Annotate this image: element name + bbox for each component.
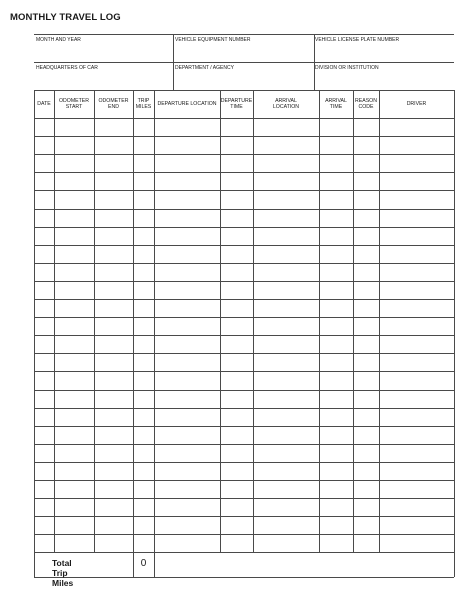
log-cell-arrival-location[interactable] <box>254 210 319 227</box>
log-cell-trip-miles[interactable] <box>134 499 154 516</box>
log-cell-departure-location[interactable] <box>155 391 220 408</box>
log-cell-trip-miles[interactable] <box>134 427 154 444</box>
log-cell-reason-code[interactable] <box>354 445 379 462</box>
header-divider-1 <box>173 34 174 90</box>
log-cell-departure-location[interactable] <box>155 191 220 208</box>
log-cell-driver[interactable] <box>380 409 454 426</box>
log-cell-driver[interactable] <box>380 300 454 317</box>
log-cell-departure-time[interactable] <box>221 228 253 245</box>
log-cell-date[interactable] <box>35 210 54 227</box>
log-cell-departure-location[interactable] <box>155 228 220 245</box>
log-cell-odometer-start[interactable] <box>55 155 94 172</box>
log-cell-arrival-time[interactable] <box>320 137 353 154</box>
log-cell-driver[interactable] <box>380 173 454 190</box>
log-cell-trip-miles[interactable] <box>134 228 154 245</box>
column-header-line: REASON <box>355 97 377 104</box>
log-cell-odometer-start[interactable] <box>55 173 94 190</box>
log-cell-trip-miles[interactable] <box>134 409 154 426</box>
log-cell-arrival-location[interactable] <box>254 499 319 516</box>
log-cell-odometer-start[interactable] <box>55 409 94 426</box>
log-cell-arrival-location[interactable] <box>254 336 319 353</box>
column-header-line: ARRIVAL <box>275 97 297 104</box>
log-cell-odometer-start[interactable] <box>55 228 94 245</box>
log-cell-trip-miles[interactable] <box>134 481 154 498</box>
log-cell-reason-code[interactable] <box>354 409 379 426</box>
log-cell-departure-time[interactable] <box>221 318 253 335</box>
log-cell-date[interactable] <box>35 119 54 136</box>
log-cell-departure-location[interactable] <box>155 300 220 317</box>
log-cell-driver[interactable] <box>380 155 454 172</box>
column-header-line: TIME <box>329 104 343 110</box>
log-cell-departure-location[interactable] <box>155 445 220 462</box>
log-cell-odometer-end[interactable] <box>95 517 133 534</box>
log-cell-odometer-start[interactable] <box>55 210 94 227</box>
log-cell-arrival-time[interactable] <box>320 372 353 389</box>
log-cell-reason-code[interactable] <box>354 300 379 317</box>
log-cell-date[interactable] <box>35 517 54 534</box>
log-cell-reason-code[interactable] <box>354 210 379 227</box>
column-header-line: ARRIVAL <box>325 97 347 104</box>
log-cell-arrival-location[interactable] <box>254 463 319 480</box>
log-cell-arrival-location[interactable] <box>254 191 319 208</box>
log-cell-departure-time[interactable] <box>221 119 253 136</box>
log-cell-departure-time[interactable] <box>221 155 253 172</box>
log-cell-driver[interactable] <box>380 427 454 444</box>
column-header-line: ODOMETER <box>59 97 89 104</box>
column-header-driver <box>379 94 454 114</box>
log-cell-departure-location[interactable] <box>155 481 220 498</box>
log-cell-arrival-time[interactable] <box>320 409 353 426</box>
log-cell-driver[interactable] <box>380 499 454 516</box>
log-cell-arrival-time[interactable] <box>320 499 353 516</box>
log-cell-departure-location[interactable] <box>155 155 220 172</box>
log-cell-odometer-start[interactable] <box>55 517 94 534</box>
log-cell-arrival-location[interactable] <box>254 445 319 462</box>
log-cell-odometer-end[interactable] <box>95 354 133 371</box>
log-cell-driver[interactable] <box>380 463 454 480</box>
department-agency-field[interactable]: DEPARTMENT / AGENCY <box>175 65 234 71</box>
totals-left-border <box>34 552 35 577</box>
month-year-field[interactable]: MONTH AND YEAR <box>36 37 81 43</box>
header-fields <box>34 34 454 90</box>
log-cell-driver[interactable] <box>380 336 454 353</box>
log-cell-driver[interactable] <box>380 481 454 498</box>
column-header-line: TIME <box>230 104 243 110</box>
log-cell-arrival-time[interactable] <box>320 155 353 172</box>
log-cell-odometer-end[interactable] <box>95 282 133 299</box>
log-cell-odometer-start[interactable] <box>55 481 94 498</box>
log-cell-arrival-location[interactable] <box>254 282 319 299</box>
log-cell-date[interactable] <box>35 137 54 154</box>
log-cell-reason-code[interactable] <box>354 246 379 263</box>
log-cell-arrival-location[interactable] <box>254 391 319 408</box>
log-cell-trip-miles[interactable] <box>134 535 154 552</box>
page-title: MONTHLY TRAVEL LOG <box>10 12 121 23</box>
log-cell-arrival-time[interactable] <box>320 535 353 552</box>
log-cell-departure-time[interactable] <box>221 173 253 190</box>
column-header-line: END <box>108 104 119 110</box>
column-header-line: ODOMETER <box>98 97 129 104</box>
totals-divider-2 <box>154 552 155 577</box>
column-header-line: DATE <box>37 100 51 107</box>
log-cell-driver[interactable] <box>380 246 454 263</box>
log-cell-trip-miles[interactable] <box>134 137 154 154</box>
log-cell-date[interactable] <box>35 391 54 408</box>
totals-right-border <box>454 552 455 577</box>
log-cell-trip-miles[interactable] <box>134 282 154 299</box>
log-cell-arrival-location[interactable] <box>254 427 319 444</box>
log-cell-odometer-end[interactable] <box>95 427 133 444</box>
column-header-departure-time <box>220 94 253 114</box>
log-cell-driver[interactable] <box>380 535 454 552</box>
log-cell-departure-location[interactable] <box>155 210 220 227</box>
log-cell-driver[interactable] <box>380 517 454 534</box>
log-cell-odometer-start[interactable] <box>55 137 94 154</box>
column-header-line: DEPARTURE <box>220 97 253 104</box>
log-cell-reason-code[interactable] <box>354 427 379 444</box>
log-cell-trip-miles[interactable] <box>134 246 154 263</box>
log-cell-reason-code[interactable] <box>354 517 379 534</box>
log-cell-odometer-start[interactable] <box>55 535 94 552</box>
column-header-departure-location <box>154 94 220 114</box>
log-cell-date[interactable] <box>35 372 54 389</box>
log-cell-departure-location[interactable] <box>155 336 220 353</box>
log-cell-departure-time[interactable] <box>221 137 253 154</box>
log-cell-arrival-time[interactable] <box>320 391 353 408</box>
vehicle-equipment-number-field[interactable]: VEHICLE EQUIPMENT NUMBER <box>175 37 251 43</box>
log-cell-reason-code[interactable] <box>354 173 379 190</box>
log-cell-arrival-location[interactable] <box>254 481 319 498</box>
log-cell-date[interactable] <box>35 445 54 462</box>
log-cell-odometer-end[interactable] <box>95 210 133 227</box>
log-cell-reason-code[interactable] <box>354 354 379 371</box>
log-cell-trip-miles[interactable] <box>134 463 154 480</box>
column-header-trip-miles <box>133 94 154 114</box>
log-cell-trip-miles[interactable] <box>134 318 154 335</box>
log-cell-odometer-start[interactable] <box>55 191 94 208</box>
log-cell-arrival-time[interactable] <box>320 173 353 190</box>
log-cell-date[interactable] <box>35 535 54 552</box>
log-cell-driver[interactable] <box>380 391 454 408</box>
log-cell-departure-time[interactable] <box>221 409 253 426</box>
log-cell-odometer-start[interactable] <box>55 463 94 480</box>
log-cell-odometer-start[interactable] <box>55 119 94 136</box>
log-cell-departure-time[interactable] <box>221 282 253 299</box>
log-cell-odometer-end[interactable] <box>95 372 133 389</box>
log-cell-departure-location[interactable] <box>155 173 220 190</box>
log-cell-driver[interactable] <box>380 210 454 227</box>
log-cell-driver[interactable] <box>380 318 454 335</box>
log-cell-arrival-location[interactable] <box>254 300 319 317</box>
log-cell-departure-location[interactable] <box>155 246 220 263</box>
log-cell-departure-location[interactable] <box>155 318 220 335</box>
log-cell-driver[interactable] <box>380 282 454 299</box>
log-cell-departure-time[interactable] <box>221 264 253 281</box>
header-top-border <box>34 34 454 35</box>
log-cell-departure-time[interactable] <box>221 463 253 480</box>
log-cell-date[interactable] <box>35 155 54 172</box>
log-cell-arrival-time[interactable] <box>320 354 353 371</box>
log-cell-date[interactable] <box>35 264 54 281</box>
column-header-line: START <box>65 104 83 110</box>
log-cell-reason-code[interactable] <box>354 264 379 281</box>
column-header-date <box>34 94 54 114</box>
log-cell-arrival-location[interactable] <box>254 228 319 245</box>
log-cell-departure-location[interactable] <box>155 409 220 426</box>
log-cell-reason-code[interactable] <box>354 535 379 552</box>
log-cell-driver[interactable] <box>380 445 454 462</box>
log-cell-date[interactable] <box>35 173 54 190</box>
log-cell-date[interactable] <box>35 499 54 516</box>
log-cell-arrival-location[interactable] <box>254 354 319 371</box>
log-cell-odometer-end[interactable] <box>95 155 133 172</box>
log-cell-driver[interactable] <box>380 264 454 281</box>
log-cell-date[interactable] <box>35 427 54 444</box>
table-top-border <box>34 90 454 91</box>
log-cell-arrival-time[interactable] <box>320 517 353 534</box>
log-cell-arrival-time[interactable] <box>320 445 353 462</box>
log-cell-odometer-end[interactable] <box>95 246 133 263</box>
log-cell-arrival-time[interactable] <box>320 210 353 227</box>
log-cell-odometer-end[interactable] <box>95 300 133 317</box>
log-cell-odometer-end[interactable] <box>95 336 133 353</box>
log-cell-date[interactable] <box>35 336 54 353</box>
log-cell-arrival-location[interactable] <box>254 246 319 263</box>
log-cell-departure-location[interactable] <box>155 354 220 371</box>
log-cell-odometer-end[interactable] <box>95 264 133 281</box>
log-cell-arrival-location[interactable] <box>254 155 319 172</box>
log-cell-date[interactable] <box>35 191 54 208</box>
total-trip-miles-label: Total Trip Miles <box>52 558 74 589</box>
log-cell-odometer-end[interactable] <box>95 409 133 426</box>
log-cell-trip-miles[interactable] <box>134 391 154 408</box>
column-header-line: LOCATION <box>272 104 300 110</box>
log-cell-odometer-end[interactable] <box>95 318 133 335</box>
log-cell-trip-miles[interactable] <box>134 354 154 371</box>
log-cell-odometer-start[interactable] <box>55 336 94 353</box>
log-cell-trip-miles[interactable] <box>134 173 154 190</box>
log-cell-trip-miles[interactable] <box>134 372 154 389</box>
log-cell-departure-time[interactable] <box>221 246 253 263</box>
log-cell-departure-time[interactable] <box>221 336 253 353</box>
log-cell-trip-miles[interactable] <box>134 445 154 462</box>
log-cell-arrival-location[interactable] <box>254 173 319 190</box>
log-cell-reason-code[interactable] <box>354 282 379 299</box>
log-cell-odometer-start[interactable] <box>55 445 94 462</box>
headquarters-field[interactable]: HEADQUARTERS OF CAR <box>36 65 98 71</box>
log-cell-odometer-end[interactable] <box>95 535 133 552</box>
log-cell-arrival-location[interactable] <box>254 137 319 154</box>
log-cell-departure-time[interactable] <box>221 481 253 498</box>
log-cell-departure-time[interactable] <box>221 445 253 462</box>
log-cell-reason-code[interactable] <box>354 137 379 154</box>
log-cell-reason-code[interactable] <box>354 499 379 516</box>
log-cell-odometer-start[interactable] <box>55 427 94 444</box>
log-cell-arrival-time[interactable] <box>320 481 353 498</box>
log-cell-odometer-end[interactable] <box>95 137 133 154</box>
log-cell-odometer-end[interactable] <box>95 481 133 498</box>
log-cell-departure-location[interactable] <box>155 427 220 444</box>
log-cell-departure-time[interactable] <box>221 499 253 516</box>
log-cell-date[interactable] <box>35 318 54 335</box>
total-trip-miles-value: 0 <box>140 558 147 570</box>
log-cell-reason-code[interactable] <box>354 318 379 335</box>
log-cell-driver[interactable] <box>380 354 454 371</box>
log-cell-trip-miles[interactable] <box>134 119 154 136</box>
log-cell-date[interactable] <box>35 463 54 480</box>
log-cell-arrival-time[interactable] <box>320 282 353 299</box>
log-cell-date[interactable] <box>35 409 54 426</box>
log-cell-reason-code[interactable] <box>354 119 379 136</box>
log-cell-arrival-location[interactable] <box>254 535 319 552</box>
column-header-line: MILES <box>135 104 152 110</box>
log-cell-date[interactable] <box>35 282 54 299</box>
division-institution-field[interactable]: DIVISION OR INSTITUTION <box>315 65 379 71</box>
log-cell-reason-code[interactable] <box>354 391 379 408</box>
log-cell-reason-code[interactable] <box>354 336 379 353</box>
log-cell-odometer-end[interactable] <box>95 119 133 136</box>
log-cell-trip-miles[interactable] <box>134 336 154 353</box>
log-cell-odometer-start[interactable] <box>55 282 94 299</box>
log-cell-reason-code[interactable] <box>354 228 379 245</box>
column-header-arrival-time <box>319 94 353 114</box>
vehicle-license-plate-field[interactable]: VEHICLE LICENSE PLATE NUMBER <box>315 37 400 43</box>
log-cell-odometer-end[interactable] <box>95 445 133 462</box>
log-cell-reason-code[interactable] <box>354 155 379 172</box>
column-header-arrival-location <box>253 94 319 114</box>
log-cell-arrival-location[interactable] <box>254 264 319 281</box>
log-cell-odometer-start[interactable] <box>55 499 94 516</box>
log-cell-arrival-time[interactable] <box>320 427 353 444</box>
log-cell-arrival-location[interactable] <box>254 372 319 389</box>
log-cell-arrival-time[interactable] <box>320 191 353 208</box>
log-cell-departure-time[interactable] <box>221 191 253 208</box>
log-cell-odometer-end[interactable] <box>95 191 133 208</box>
log-cell-departure-time[interactable] <box>221 300 253 317</box>
log-cell-date[interactable] <box>35 354 54 371</box>
log-cell-odometer-start[interactable] <box>55 354 94 371</box>
column-header-line: CODE <box>358 104 374 110</box>
log-cell-arrival-location[interactable] <box>254 517 319 534</box>
log-cell-departure-location[interactable] <box>155 499 220 516</box>
log-cell-departure-location[interactable] <box>155 517 220 534</box>
log-cell-arrival-location[interactable] <box>254 318 319 335</box>
column-header-line: DEPARTURE LOCATION <box>157 100 217 107</box>
log-cell-departure-time[interactable] <box>221 372 253 389</box>
log-cell-date[interactable] <box>35 481 54 498</box>
log-cell-odometer-start[interactable] <box>55 391 94 408</box>
log-cell-trip-miles[interactable] <box>134 264 154 281</box>
log-cell-reason-code[interactable] <box>354 481 379 498</box>
log-cell-departure-time[interactable] <box>221 427 253 444</box>
log-cell-odometer-end[interactable] <box>95 228 133 245</box>
header-middle-border <box>34 62 454 63</box>
log-cell-trip-miles[interactable] <box>134 191 154 208</box>
log-cell-odometer-start[interactable] <box>55 246 94 263</box>
log-cell-departure-time[interactable] <box>221 210 253 227</box>
column-header-reason-code <box>353 94 379 114</box>
log-cell-odometer-start[interactable] <box>55 300 94 317</box>
log-cell-odometer-start[interactable] <box>55 264 94 281</box>
log-cell-arrival-location[interactable] <box>254 409 319 426</box>
log-cell-trip-miles[interactable] <box>134 155 154 172</box>
log-cell-arrival-location[interactable] <box>254 119 319 136</box>
log-cell-date[interactable] <box>35 246 54 263</box>
log-cell-odometer-end[interactable] <box>95 391 133 408</box>
log-cell-odometer-end[interactable] <box>95 463 133 480</box>
log-cell-arrival-time[interactable] <box>320 228 353 245</box>
log-cell-arrival-time[interactable] <box>320 336 353 353</box>
log-cell-reason-code[interactable] <box>354 191 379 208</box>
log-cell-trip-miles[interactable] <box>134 210 154 227</box>
log-cell-departure-location[interactable] <box>155 119 220 136</box>
column-header-odometer-start <box>54 94 94 114</box>
log-cell-odometer-start[interactable] <box>55 318 94 335</box>
log-cell-reason-code[interactable] <box>354 372 379 389</box>
log-cell-odometer-start[interactable] <box>55 372 94 389</box>
log-cell-departure-time[interactable] <box>221 517 253 534</box>
log-cell-odometer-end[interactable] <box>95 499 133 516</box>
column-header-line: TRIP <box>137 97 150 104</box>
log-cell-driver[interactable] <box>380 228 454 245</box>
log-cell-date[interactable] <box>35 228 54 245</box>
column-divider <box>454 90 455 552</box>
log-cell-reason-code[interactable] <box>354 463 379 480</box>
log-cell-driver[interactable] <box>380 372 454 389</box>
log-cell-departure-location[interactable] <box>155 535 220 552</box>
log-cell-arrival-time[interactable] <box>320 246 353 263</box>
log-cell-trip-miles[interactable] <box>134 517 154 534</box>
log-cell-departure-time[interactable] <box>221 391 253 408</box>
log-cell-arrival-time[interactable] <box>320 264 353 281</box>
log-cell-date[interactable] <box>35 300 54 317</box>
log-cell-driver[interactable] <box>380 191 454 208</box>
column-header-odometer-end <box>94 94 133 114</box>
log-cell-arrival-time[interactable] <box>320 318 353 335</box>
log-cell-departure-time[interactable] <box>221 535 253 552</box>
log-cell-arrival-time[interactable] <box>320 119 353 136</box>
log-cell-departure-location[interactable] <box>155 264 220 281</box>
log-cell-departure-location[interactable] <box>155 372 220 389</box>
log-cell-departure-location[interactable] <box>155 282 220 299</box>
table-bottom-border <box>34 577 454 578</box>
log-cell-odometer-end[interactable] <box>95 173 133 190</box>
log-cell-departure-location[interactable] <box>155 463 220 480</box>
log-cell-driver[interactable] <box>380 137 454 154</box>
log-cell-arrival-time[interactable] <box>320 463 353 480</box>
column-header-line: DRIVER <box>406 100 427 107</box>
log-cell-trip-miles[interactable] <box>134 300 154 317</box>
row-border <box>34 552 454 553</box>
log-cell-departure-time[interactable] <box>221 354 253 371</box>
log-cell-departure-location[interactable] <box>155 137 220 154</box>
log-cell-driver[interactable] <box>380 119 454 136</box>
log-cell-arrival-time[interactable] <box>320 300 353 317</box>
